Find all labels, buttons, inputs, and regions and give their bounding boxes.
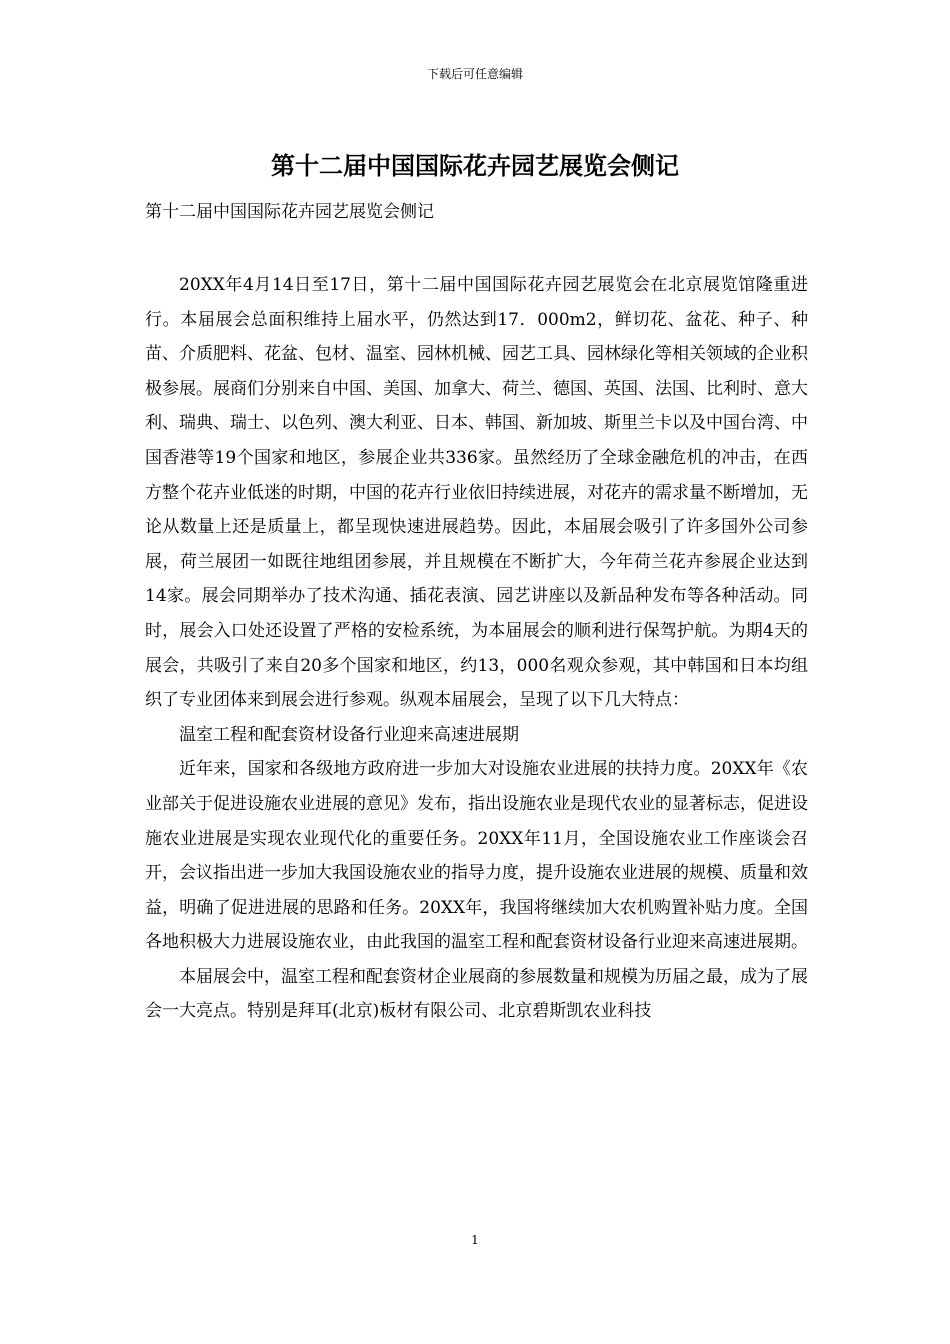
document-title: 第十二届中国国际花卉园艺展览会侧记 (271, 151, 679, 180)
paragraph-exhibitors: 本届展会中，温室工程和配套资材企业展商的参展数量和规模为历届之最，成为了展会一大亮点。特别是拜耳(北京)板材有限公司、北京碧斯凯农业科技 (145, 966, 808, 1022)
paragraph-intro: 20XX年4月14日至17日，第十二届中国国际花卉园艺展览会在北京展览馆隆重进行。本届展会总面积维持上届水平，仍然达到17．000m2，鲜切花、盆花、种子、种苗、介质肥料、花盆、包材、温室、园林机械、园艺工具、园林绿化等相关领域的企业积极参展。展商们分别来自中国、美国、加拿大、荷兰、德国、英国、法国、比利时、意大利、瑞典、瑞士、以色列、澳大利亚、日本、韩国、新加坡、斯里兰卡以及中国台湾、中国香港等19个国家和地区，参展企业共336家。虽然经历了全球金融危机的冲击，在西方整个花卉业低迷的时期，中国的花卉行业依旧持续进展，对花卉的需求量不断增加，无论从数量上还是质量上，都呈现快速进展趋势。因此，本届展会吸引了许多国外公司参展，荷兰展团一如既往地组团参展，并且规模在不断扩大，今年荷兰花卉参展企业达到14家。展会同期举办了技术沟通、插花表演、园艺讲座以及新品种发布等各种活动。同时，展会入口处还设置了严格的安检系统，为本届展会的顺利进行保驾护航。为期4天的展会，共吸引了来自20多个国家和地区，约13，000名观众参观，其中韩国和日本均组织了专业团体来到展会进行参观。纵观本届展会，呈现了以下几大特点： (145, 275, 808, 711)
paragraph-policy: 近年来，国家和各级地方政府进一步加大对设施农业进展的扶持力度。20XX年《农业部关于促进设施农业进展的意见》发布，指出设施农业是现代农业的显著标志，促进设施农业进展是实现农业现代化的重要任务。20XX年11月，全国设施农业工作座谈会召开，会议指出进一步加大我国设施农业的指导力度，提升设施农业进展的规模、质量和效益，明确了促进进展的思路和任务。20XX年，我国将继续加大农机购置补贴力度。全国各地积极大力进展设施农业，由此我国的温室工程和配套资材设备行业迎来高速进展期。 (145, 759, 808, 953)
section-heading: 温室工程和配套资材设备行业迎来高速进展期 (179, 724, 519, 745)
page-number: 1 (471, 1233, 479, 1247)
document-body (145, 268, 808, 1029)
document-subtitle: 第十二届中国国际花卉园艺展览会侧记 (145, 202, 434, 222)
page-header-note: 下载后可任意编辑 (426, 67, 523, 81)
